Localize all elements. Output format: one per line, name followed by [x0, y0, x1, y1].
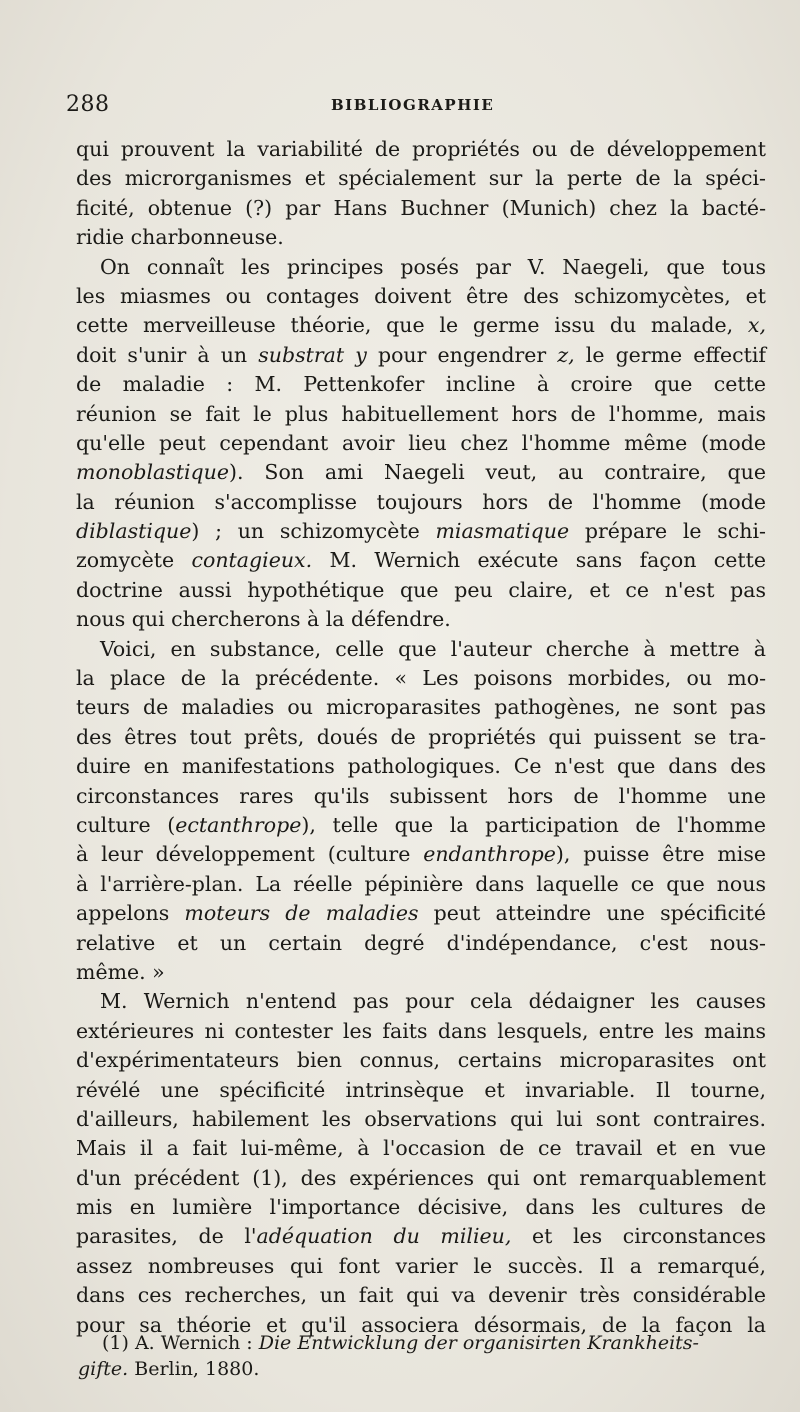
footnote [78, 1330, 766, 1382]
text-line: M. Wernich n'entend pas pour cela dédaigner les causes [100, 989, 766, 1014]
text-line: Mais il a fait lui-même, à l'occasion de ce travail et en vue [76, 1136, 766, 1161]
text-line: circonstances rares qu'ils subissent hors de l'homme une [76, 783, 766, 808]
text-line: cette merveilleuse théorie, que le germe issu du malade, x, [76, 313, 766, 338]
text-line: doit s'unir à un substrat y pour engendrer z, le germe effectif [76, 342, 766, 367]
text-line: dans ces recherches, un fait qui va devenir très considérable [76, 1283, 766, 1308]
text-line: assez nombreuses qui font varier le succès. Il a remarqué, [76, 1253, 766, 1278]
text-line: monoblastique). Son ami Naegeli veut, au contraire, que [76, 460, 766, 485]
text-line: nous qui chercherons à la défendre. [76, 607, 451, 632]
text-line: Voici, en substance, celle que l'auteur cherche à mettre à [100, 636, 766, 661]
footnote-line: gifte. Berlin, 1880. [78, 1358, 260, 1380]
text-line: On connaît les principes posés par V. Naegeli, que tous [100, 254, 766, 279]
text-line: la place de la précédente. « Les poisons morbides, ou mo- [76, 666, 766, 691]
text-line: réunion se fait le plus habituellement hors de l'homme, mais [76, 401, 766, 426]
text-line: à leur développement (culture endanthrope), puisse être mise [76, 842, 766, 867]
text-line: parasites, de l'adéquation du milieu, et les circonstances [76, 1224, 766, 1249]
text-line: d'ailleurs, habilement les observations qui lui sont contraires. [76, 1106, 766, 1131]
page-number: 288 [66, 92, 110, 117]
running-title: BIBLIOGRAPHIE [331, 96, 495, 114]
text-line: d'expérimentateurs bien connus, certains microparasites ont [76, 1048, 766, 1073]
text-line: mis en lumière l'importance décisive, dans les cultures de [76, 1195, 766, 1220]
text-line: relative et un certain degré d'indépendance, c'est nous- [76, 930, 766, 955]
text-line: ficité, obtenue (?) par Hans Buchner (Munich) chez la bacté- [76, 195, 766, 220]
text-line: teurs de maladies ou microparasites pathogènes, ne sont pas [76, 695, 766, 720]
text-line: la réunion s'accomplisse toujours hors de l'homme (mode [76, 489, 766, 514]
text-line: des êtres tout prêts, doués de propriétés qui puissent se tra- [76, 724, 766, 749]
text-line: doctrine aussi hypothétique que peu claire, et ce n'est pas [76, 577, 766, 602]
text-line: de maladie : M. Pettenkofer incline à croire que cette [76, 372, 766, 397]
text-line: zomycète contagieux. M. Wernich exécute sans façon cette [76, 548, 766, 573]
page-header [66, 92, 766, 122]
text-line: qui prouvent la variabilité de propriétés ou de développement [76, 137, 766, 161]
text-line: pour sa théorie et qu'il associera désormais, de la façon la [76, 1312, 766, 1337]
text-line: culture (ectanthrope), telle que la participation de l'homme [76, 812, 766, 837]
text-line: d'un précédent (1), des expériences qui ont remarquablement [76, 1165, 766, 1190]
text-line: diblastique) ; un schizomycète miasmatique prépare le schi- [76, 519, 766, 544]
text-line: duire en manifestations pathologiques. Ce n'est que dans des [76, 754, 766, 779]
text-line: même. » [76, 959, 165, 984]
text-line: les miasmes ou contages doivent être des schizomycètes, et [76, 283, 766, 308]
text-line: ridie charbonneuse. [76, 225, 284, 250]
text-line: révélé une spécificité intrinsèque et invariable. Il tourne, [76, 1077, 766, 1102]
text-line: appelons moteurs de maladies peut atteindre une spécificité [76, 901, 766, 926]
text-line: à l'arrière-plan. La réelle pépinière dans laquelle ce que nous [76, 871, 766, 896]
text-line: des microrganismes et spécialement sur la perte de la spéci- [76, 166, 766, 191]
text-line: qu'elle peut cependant avoir lieu chez l'homme même (mode [76, 430, 766, 455]
body-text [76, 135, 766, 1340]
text-line: extérieures ni contester les faits dans lesquels, entre les mains [76, 1018, 766, 1043]
footnote-line: (1) A. Wernich : Die Entwicklung der organisirten Krankheits- [102, 1332, 699, 1354]
